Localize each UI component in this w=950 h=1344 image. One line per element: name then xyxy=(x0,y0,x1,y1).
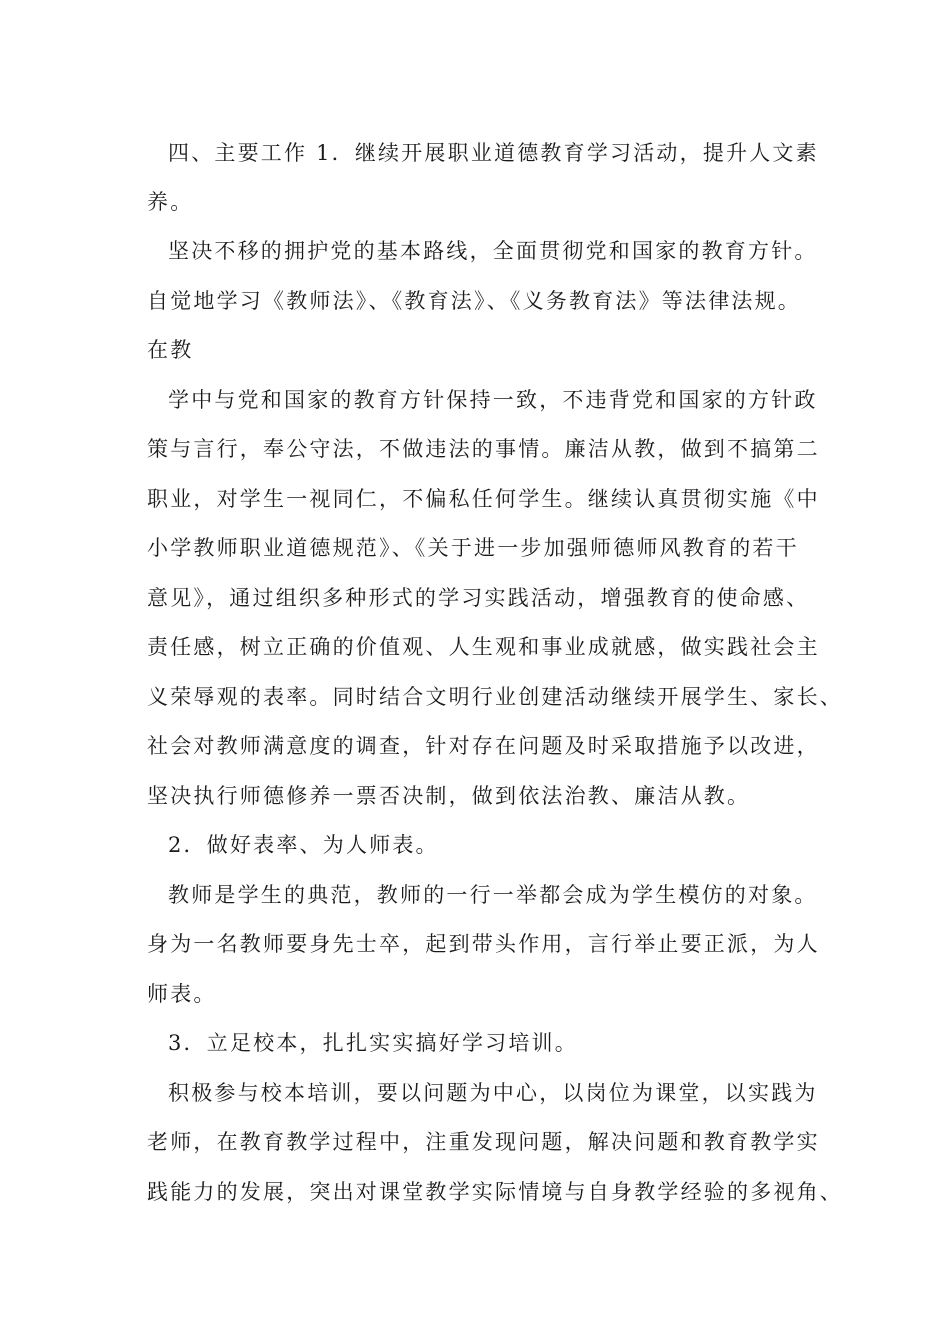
text-line: 在教 xyxy=(147,338,194,362)
text-line: 师表。 xyxy=(147,982,217,1006)
text-line: 意见》，通过组织多种形式的学习实践活动，增强教育的使命感、 xyxy=(147,586,810,610)
text-line: 四、主要工作 1．继续开展职业道德教育学习活动，提升人文素 xyxy=(168,141,819,165)
text-line: 社会对教师满意度的调查，针对存在问题及时采取措施予以改进， xyxy=(147,734,820,758)
text-line: 义荣辱观的表率。同时结合文明行业创建活动继续开展学生、家长、 xyxy=(147,685,843,709)
text-line: 身为一名教师要身先士卒，起到带头作用，言行举止要正派，为人 xyxy=(147,932,820,956)
text-line: 3．立足校本，扎扎实实搞好学习培训。 xyxy=(168,1031,578,1055)
text-line: 教师是学生的典范，教师的一行一举都会成为学生模仿的对象。 xyxy=(168,883,818,907)
text-line: 坚决不移的拥护党的基本路线，全面贯彻党和国家的教育方针。 xyxy=(168,239,818,263)
text-line: 职业，对学生一视同仁，不偏私任何学生。继续认真贯彻实施《中 xyxy=(147,487,820,511)
text-line: 自觉地学习《教师法》、《教育法》、《义务教育法》等法律法规。 xyxy=(147,289,801,313)
text-line: 践能力的发展，突出对课堂教学实际情境与自身教学经验的多视角、 xyxy=(147,1180,843,1204)
text-line: 积极参与校本培训，要以问题为中心，以岗位为课堂，以实践为 xyxy=(168,1081,818,1105)
text-line: 老师，在教育教学过程中，注重发现问题，解决问题和教育教学实 xyxy=(147,1130,820,1154)
text-line: 坚决执行师德修养一票否决制，做到依法治教、廉洁从教。 xyxy=(147,784,751,808)
text-line: 养。 xyxy=(147,190,194,214)
text-line: 策与言行，奉公守法，不做违法的事情。廉洁从教，做到不搞第二 xyxy=(147,437,820,461)
text-line: 小学教师职业道德规范》、《关于进一步加强师德师风教育的若干 xyxy=(147,536,799,560)
text-line: 学中与党和国家的教育方针保持一致，不违背党和国家的方针政 xyxy=(168,388,818,412)
text-line: 2．做好表率、为人师表。 xyxy=(168,833,439,857)
text-line: 责任感，树立正确的价值观、人生观和事业成就感，做实践社会主 xyxy=(147,635,820,659)
